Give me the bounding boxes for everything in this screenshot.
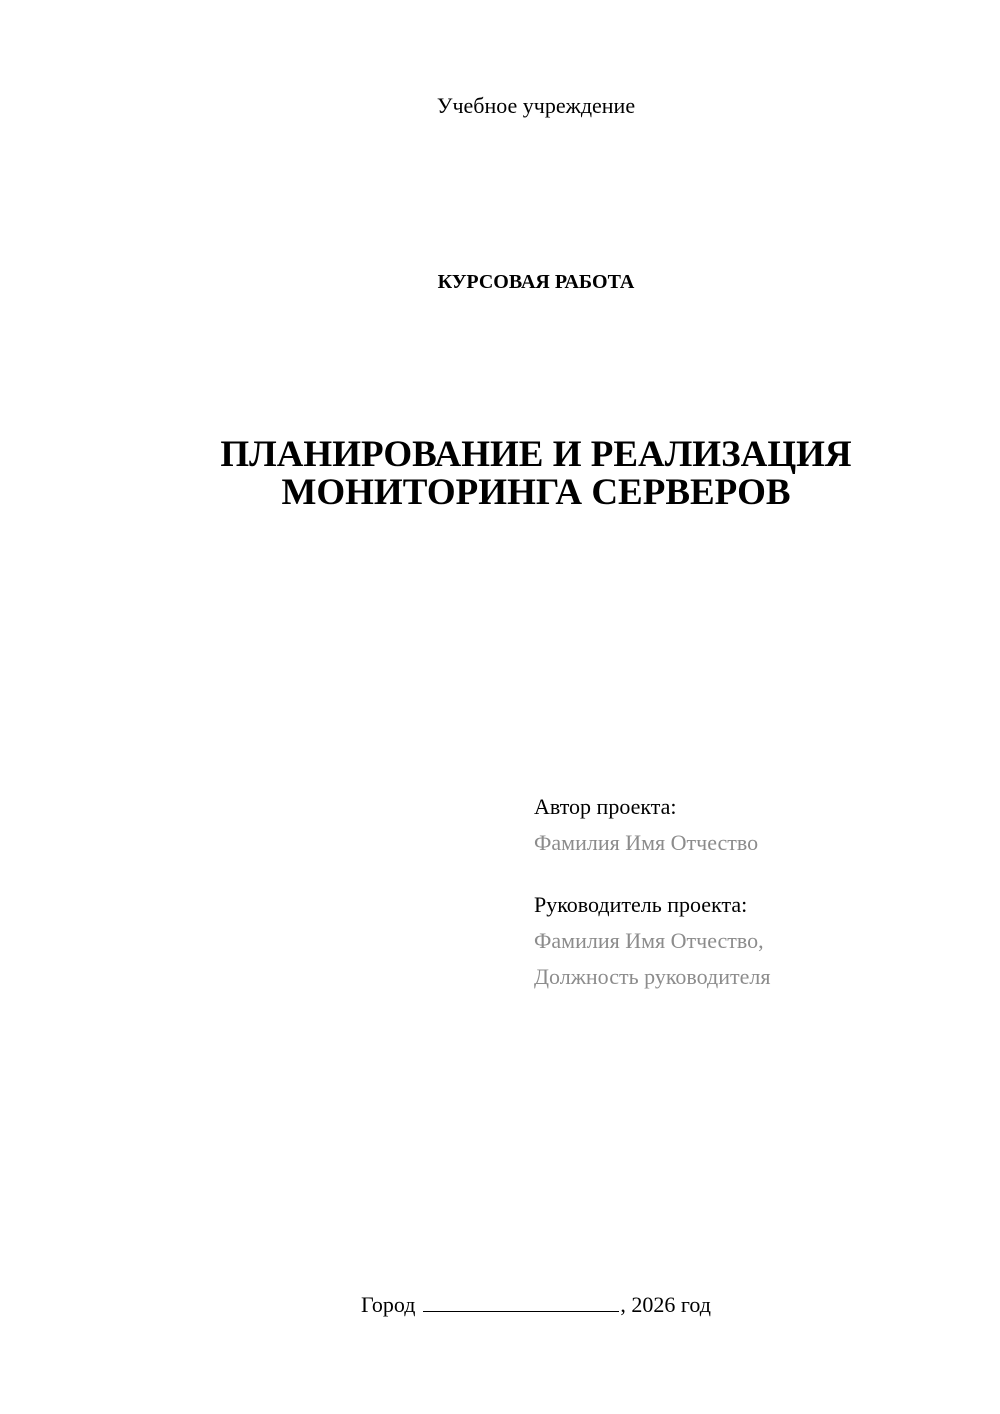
institution-name: Учебное учреждение	[436, 93, 636, 118]
city-label: Город	[361, 1292, 416, 1317]
credits-block	[534, 789, 770, 995]
supervisor-label: Руководитель проекта:	[534, 892, 748, 917]
title-line-1: ПЛАНИРОВАНИЕ И РЕАЛИЗАЦИЯ	[220, 434, 852, 475]
credits-spacer	[534, 861, 770, 887]
author-label: Автор проекта:	[534, 794, 677, 819]
title-line-2: МОНИТОРИНГА СЕРВЕРОВ	[281, 472, 791, 513]
year-text: , 2026 год	[620, 1292, 711, 1317]
work-type-heading: КУРСОВАЯ РАБОТА	[437, 271, 635, 293]
supervisor-name: Фамилия Имя Отчество,	[534, 928, 764, 953]
city-blank-underline	[423, 1291, 619, 1312]
document-title	[0, 436, 1000, 512]
city-year-line	[0, 1290, 1000, 1320]
supervisor-position: Должность руководителя	[534, 964, 771, 989]
author-name: Фамилия Имя Отчество	[534, 830, 759, 855]
